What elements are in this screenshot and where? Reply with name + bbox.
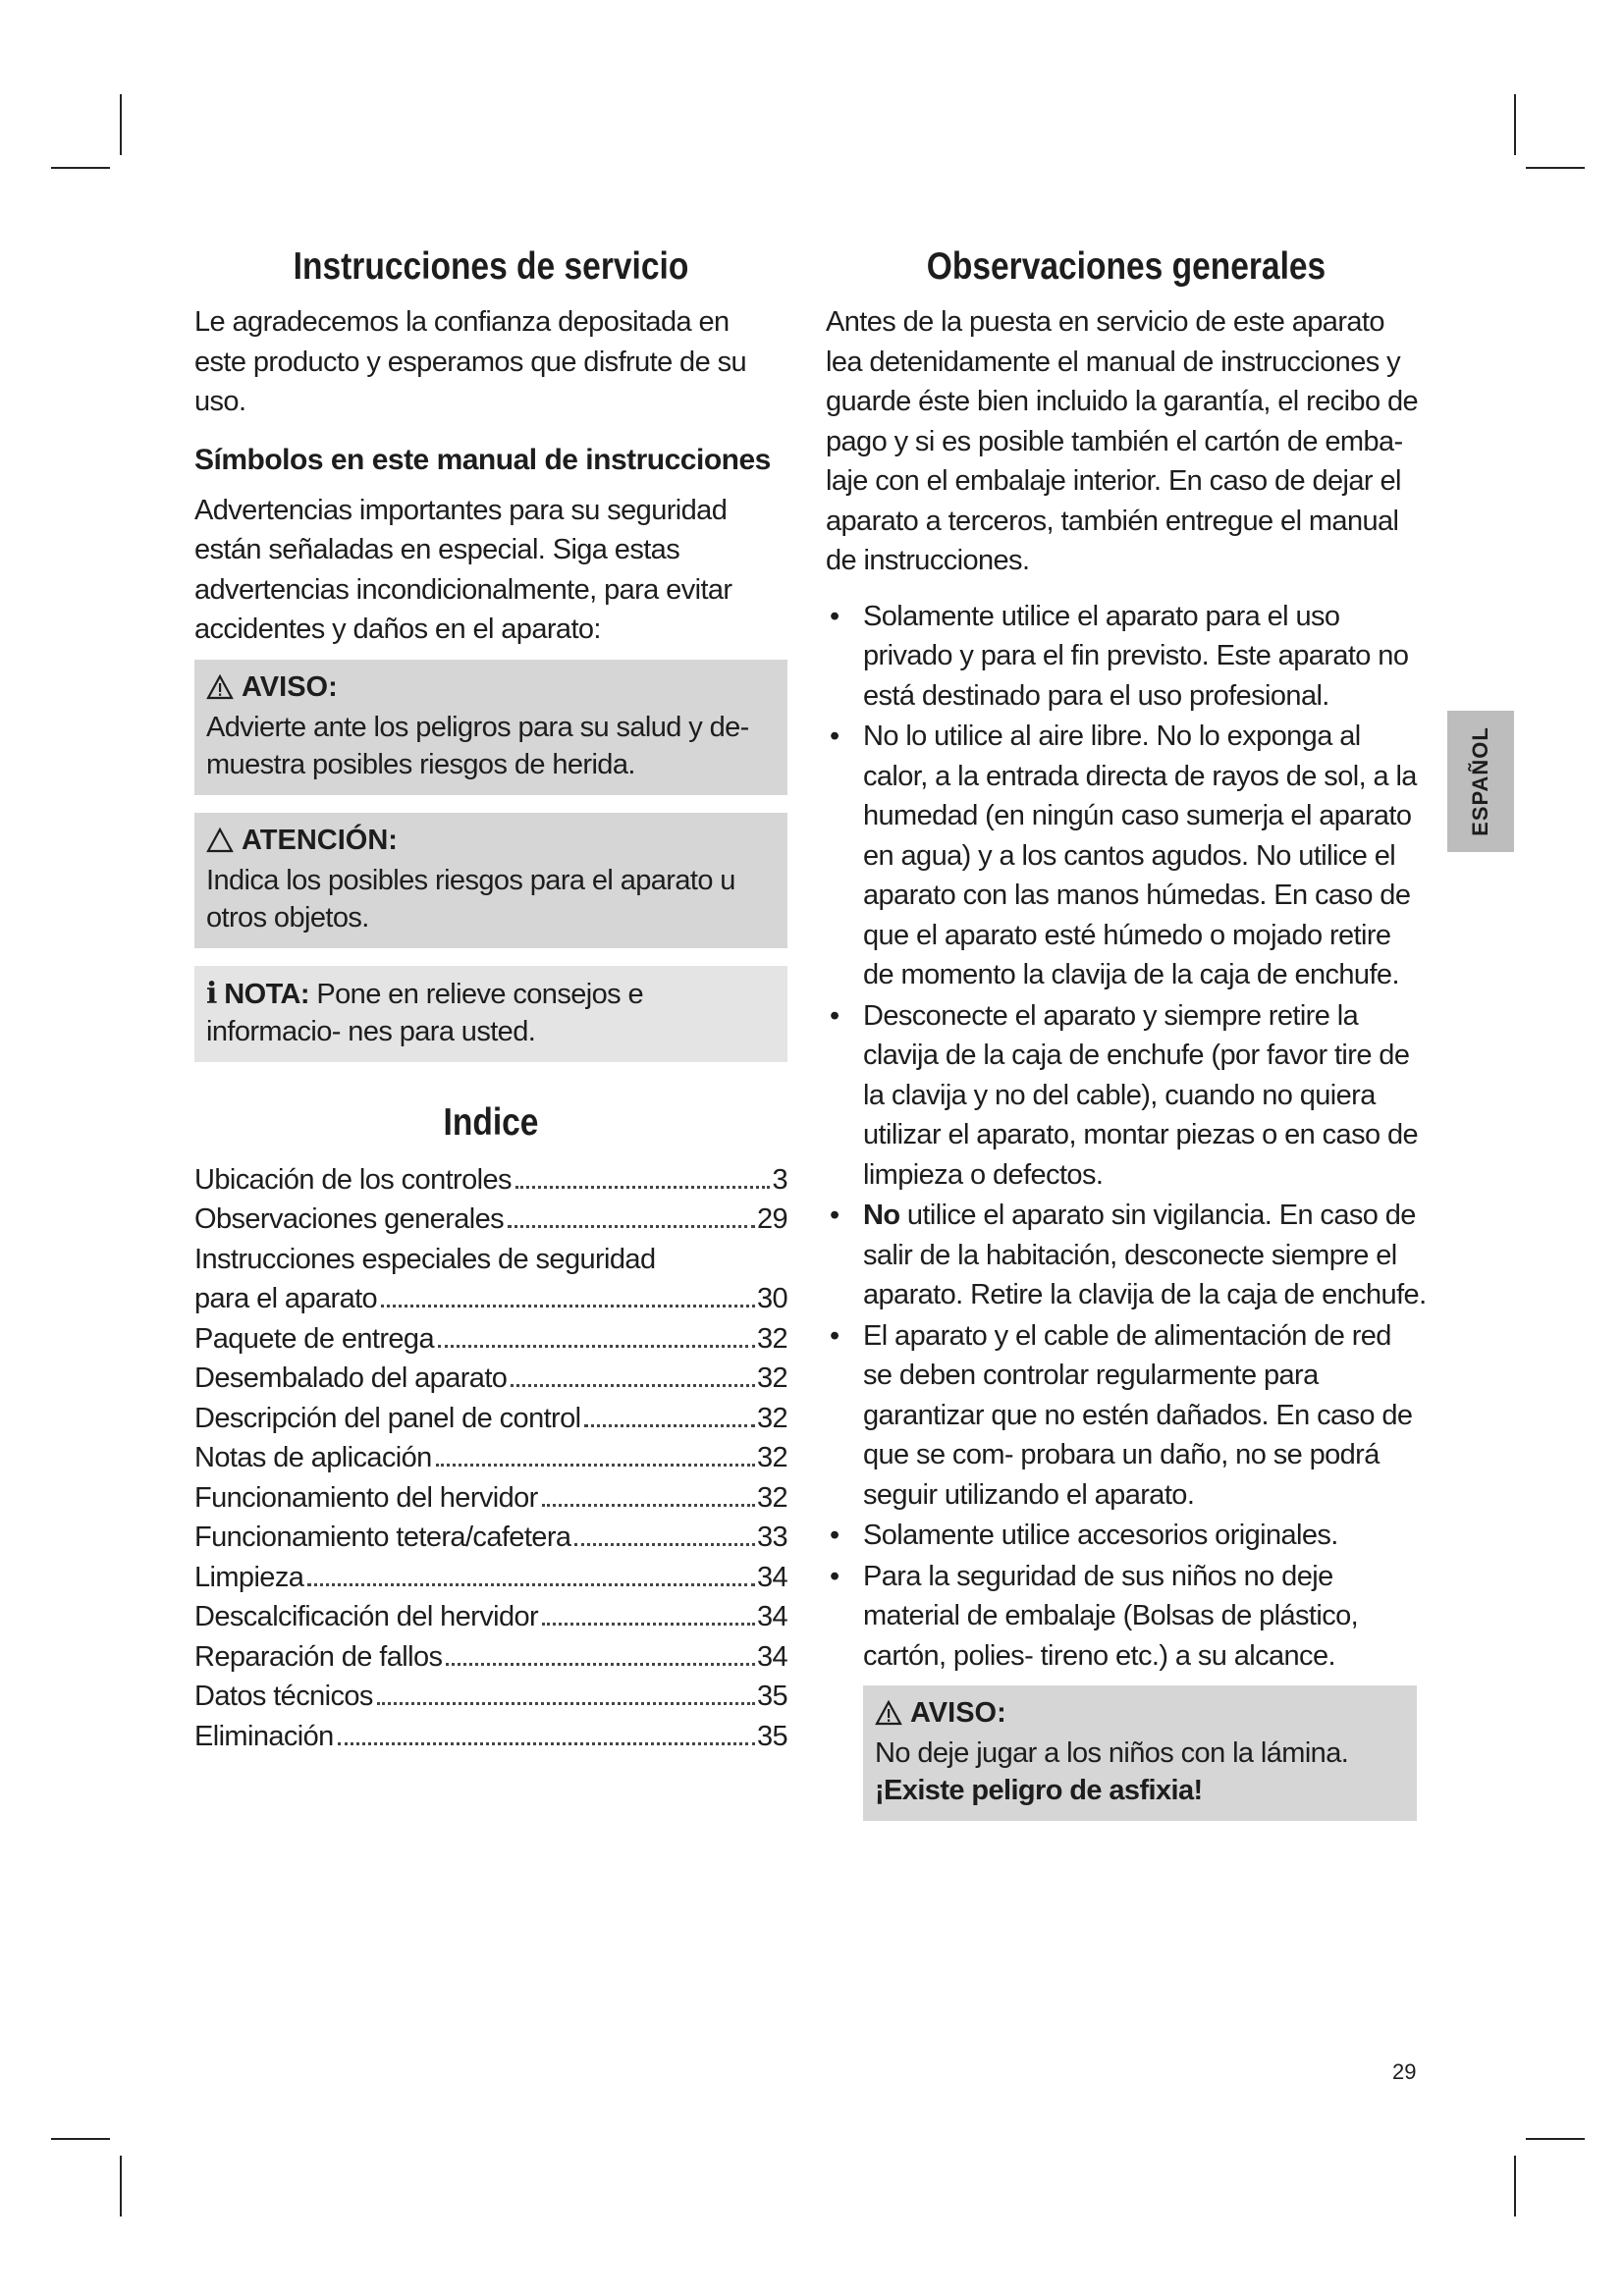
crop-mark: [120, 2156, 122, 2216]
crop-mark: [1526, 2138, 1585, 2140]
left-column: [194, 245, 787, 1756]
toc-entry: Funcionamiento del hervidor 32: [194, 1481, 787, 1514]
language-tab: ESPAÑOL: [1447, 711, 1514, 852]
toc-entry: Desembalado del aparato 32: [194, 1362, 787, 1394]
aviso-text: Advierte ante los peligros para su salud y de- muestra posibles riesgos de herida.: [206, 711, 749, 780]
toc-entry: Instrucciones especiales de seguridad: [194, 1243, 656, 1275]
warning-triangle-icon: [206, 673, 234, 709]
toc-entry: Descalcificación del hervidor 34: [194, 1601, 787, 1632]
intro-text: Le agradecemos la confianza depositada en este producto y esperamos que disfrute de su uso.: [194, 306, 746, 417]
nota-box: [194, 966, 787, 1062]
toc-entry: Ubicación de los controles 3: [194, 1163, 787, 1196]
page-number: 29: [1392, 2059, 1417, 2084]
toc-entry: Paquete de entrega 32: [194, 1322, 787, 1355]
atencion-title: ATENCIÓN:: [242, 824, 398, 856]
toc-entry: Descripción del panel de control 32: [194, 1402, 787, 1434]
right-column: [826, 245, 1427, 1839]
crop-mark: [51, 167, 110, 169]
info-icon: i: [206, 976, 217, 1011]
aviso-title: AVISO:: [242, 670, 338, 703]
table-of-contents: [194, 1101, 787, 1757]
section-title-instructions: Instrucciones de servicio: [293, 245, 689, 288]
toc-entry: Funcionamiento tetera/cafetera 33: [194, 1522, 787, 1553]
aviso-box: [194, 660, 787, 795]
toc-title: Indice: [443, 1100, 539, 1144]
section-title-general: Observaciones generales: [926, 245, 1326, 288]
warning-triangle-icon: [875, 1699, 902, 1735]
toc-entry: Observaciones generales 29: [194, 1203, 787, 1235]
toc-entry: Eliminación 35: [194, 1720, 787, 1752]
aviso-bold-text: ¡Existe peligro de asfixia!: [875, 1775, 1203, 1806]
toc-entry: Datos técnicos 35: [194, 1681, 787, 1712]
toc-entry: Limpieza 34: [194, 1561, 787, 1593]
list-item: • No lo utilice al aire libre. No lo exponga al calor, a la entrada directa de rayos de sol, a la humedad (en ningún caso sumerja el aparato en agua) y a los cantos agudos. No utilice el aparato con las manos húmedas. En caso de que el aparato esté húmedo o mojado retire de momento la clavija de la caja de enchufe.: [826, 717, 1427, 995]
aviso-box-children: [863, 1685, 1417, 1821]
atencion-text: Indica los posibles riesgos para el aparato u otros objetos.: [206, 864, 735, 934]
toc-entry: Notas de aplicación 32: [194, 1442, 787, 1473]
nota-title: NOTA:: [224, 978, 309, 1010]
toc-entry: para el aparato 30: [194, 1283, 787, 1314]
aviso-text: No deje jugar a los niños con la lámina.: [875, 1737, 1349, 1769]
safety-list: [826, 597, 1427, 1677]
toc-entry: Reparación de fallos 34: [194, 1640, 787, 1673]
list-item: • Para la seguridad de sus niños no deje material de embalaje (Bolsas de plástico, cartón, polies- tireno etc.) a su alcance.: [826, 1557, 1427, 1677]
list-item: • Solamente utilice el aparato para el uso privado y para el fin previsto. Este aparato no está destinado para el uso profesional.: [826, 597, 1427, 717]
crop-mark: [1514, 94, 1516, 155]
list-item: • Desconecte el aparato y siempre retire la clavija de la caja de enchufe (por favor tire de la clavija y no del cable), cuando no quiera utilizar el aparato, montar piezas o en caso de limpieza o defectos.: [826, 996, 1427, 1196]
general-intro: Antes de la puesta en servicio de este aparato lea detenidamente el manual de instrucciones y guarde éste bien incluido la garantía, el recibo de pago y si es posible también el cartón de emba- laje con el embalaje interior. En caso de dejar el aparato a terceros, también entregue el manual de instrucciones.: [826, 306, 1418, 576]
symbols-text: Advertencias importantes para su seguridad están señaladas en especial. Siga estas advertencias incondicionalmente, para evitar accidentes y daños en el aparato:: [194, 494, 732, 645]
nota-text: Pone en relieve consejos e informacio- nes para usted.: [206, 978, 644, 1047]
crop-mark: [1526, 167, 1585, 169]
caution-triangle-icon: [206, 827, 234, 862]
crop-mark: [1514, 2156, 1516, 2216]
symbols-heading: Símbolos en este manual de instrucciones: [194, 443, 771, 476]
list-item: • No utilice el aparato sin vigilancia. En caso de salir de la habitación, desconecte siempre el aparato. Retire la clavija de la caja de enchufe.: [826, 1196, 1427, 1315]
crop-mark: [120, 94, 122, 155]
list-item: • Solamente utilice accesorios originales.: [826, 1516, 1427, 1556]
aviso-title: AVISO:: [910, 1697, 1006, 1729]
list-item: • El aparato y el cable de alimentación de red se deben controlar regularmente para garantizar que no estén dañados. En caso de que se com- probara un daño, no se podrá seguir utilizando el aparato.: [826, 1316, 1427, 1516]
atencion-box: [194, 813, 787, 948]
crop-mark: [51, 2138, 110, 2140]
